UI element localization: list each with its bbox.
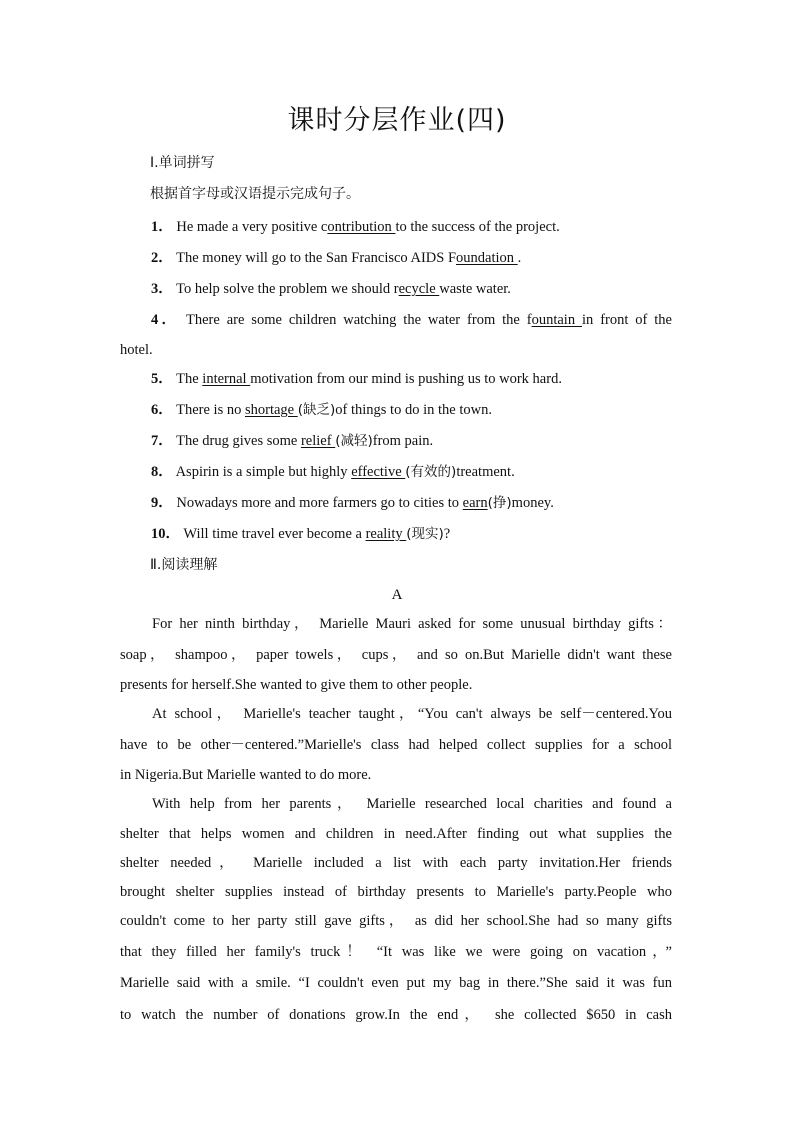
item-number: 9．	[151, 495, 173, 511]
item-number: 10．	[151, 526, 180, 542]
exercise-item	[151, 249, 703, 267]
chinese-hint: (有效的)	[405, 464, 457, 480]
item-text-after: waste water.	[439, 281, 511, 297]
passage-line: presents for herself.She wanted to give them to other people.	[120, 677, 473, 693]
exercise-item	[151, 401, 703, 419]
item-number: 3．	[151, 281, 173, 297]
passage-label: A	[391, 587, 403, 603]
answer-blank: internal	[202, 371, 251, 387]
answer-blank: earn	[462, 495, 488, 511]
item-text-before: Aspirin is a simple but highly	[175, 464, 352, 480]
exercise-item	[151, 494, 703, 512]
exercise-item	[151, 463, 703, 481]
item-text-before: The money will go to the San Francisco AIDS F	[176, 250, 457, 266]
section-1-instruction: 根据首字母或汉语提示完成句子。	[150, 186, 360, 202]
answer-blank: shortage	[244, 402, 298, 418]
passage-line: shelter needed， Marielle included a list with each party invitation.Her friends	[120, 855, 672, 871]
exercise-item	[151, 280, 703, 298]
item-text-after: .	[517, 250, 522, 266]
passage-line: At school， Marielle's teacher taught，“You can't always be self－centered.You	[152, 706, 672, 722]
item-number: 5．	[151, 371, 173, 387]
item-text-before: The drug gives some	[176, 433, 301, 449]
section-1-heading: Ⅰ.单词拼写	[150, 155, 215, 171]
chinese-hint: (现实)	[406, 526, 444, 542]
answer-blank: reality	[365, 526, 407, 542]
item-number: 6．	[151, 402, 173, 418]
item-text-before: Will time travel ever become a	[183, 526, 366, 542]
exercise-item	[151, 432, 703, 450]
passage-line: With help from her parents， Marielle researched local charities and found a	[152, 796, 672, 812]
passage-line: have to be other－centered.”Marielle's class had helped collect supplies for a school	[120, 737, 672, 753]
passage-line: to watch the number of donations grow.In the end， she collected $650 in cash	[120, 1007, 672, 1023]
item-text-after: motivation from our mind is pushing us to work hard.	[250, 371, 562, 387]
item-number: 2．	[151, 250, 173, 266]
item-text-after: treatment.	[456, 464, 515, 480]
page-title: 课时分层作业(四)	[287, 105, 507, 136]
answer-blank: effective	[351, 464, 406, 480]
section-2-heading: Ⅱ.阅读理解	[150, 557, 218, 573]
exercise-item	[151, 525, 703, 543]
passage-line: that they filled her family's truck！ “It was like we were going on vacation，”	[120, 944, 672, 960]
passage-line: soap， shampoo， paper towels， cups， and so on.But Marielle didn't want these	[120, 647, 672, 663]
passage-line: Marielle said with a smile. “I couldn't even put my bag in there.”She said it was fun	[120, 975, 672, 991]
passage-line: couldn't come to her party still gave gifts， as did her school.She had so many gifts	[120, 913, 672, 929]
exercise-item-continuation: hotel.	[120, 342, 153, 358]
answer-blank: ountain	[531, 312, 582, 328]
item-number: 4．	[151, 312, 180, 328]
passage-line: brought shelter supplies instead of birthday presents to Marielle's party.People who	[120, 884, 672, 900]
answer-blank: ontribution	[327, 219, 396, 235]
item-text-after: to the success of the project.	[395, 219, 560, 235]
passage-line: For her ninth birthday， Marielle Mauri asked for some unusual birthday gifts：	[152, 616, 672, 632]
answer-blank: relief	[300, 433, 336, 449]
exercise-item	[151, 218, 703, 236]
item-text-after: from pain.	[372, 433, 434, 449]
passage-line: shelter that helps women and children in need.After finding out what supplies the	[120, 826, 672, 842]
answer-blank: ecycle	[398, 281, 440, 297]
item-text-before: There is no	[176, 402, 245, 418]
chinese-hint: (缺乏)	[297, 402, 336, 418]
passage-line: in Nigeria.But Marielle wanted to do more.	[120, 767, 372, 783]
exercise-item	[151, 311, 672, 329]
chinese-hint: (挣)	[487, 495, 512, 511]
item-text-before: To help solve the problem we should r	[176, 281, 399, 297]
item-text-before: Nowadays more and more farmers go to cities to	[176, 495, 463, 511]
item-number: 7．	[151, 433, 173, 449]
item-text-after: ?	[443, 526, 451, 542]
item-text-after: money.	[511, 495, 554, 511]
item-number: 8．	[151, 464, 173, 480]
item-text-after: of things to do in the town.	[335, 402, 492, 418]
item-number: 1．	[151, 219, 173, 235]
item-text-before: He made a very positive c	[176, 219, 328, 235]
chinese-hint: (减轻)	[335, 433, 373, 449]
exercise-item	[151, 370, 703, 388]
item-text-before: The	[176, 371, 203, 387]
item-text-before: There are some children watching the water from the f	[185, 312, 532, 328]
answer-blank: oundation	[456, 250, 518, 266]
item-text-after: in front of the	[582, 312, 672, 328]
